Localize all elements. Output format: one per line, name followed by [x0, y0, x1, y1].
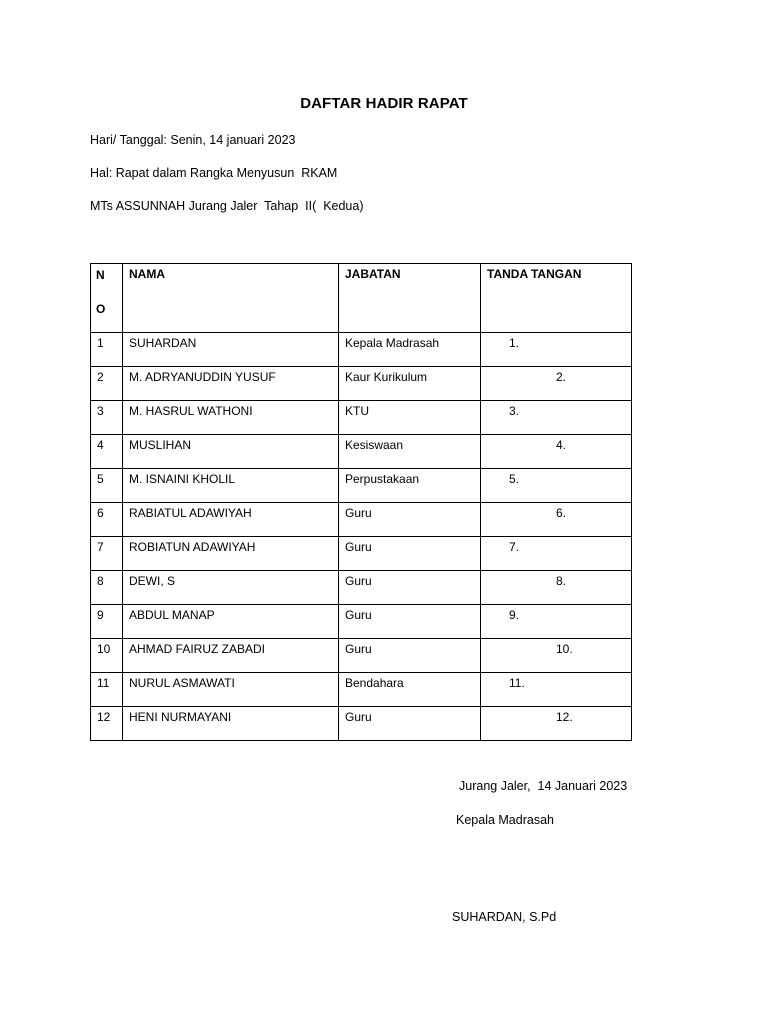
attendance-table [90, 263, 632, 741]
row-name-cell [123, 707, 339, 741]
row-signature: 4. [556, 438, 567, 452]
header-no [91, 264, 123, 333]
table-row [91, 401, 632, 435]
row-number: 2 [97, 370, 104, 384]
row-signature-cell [481, 605, 632, 639]
row-signature-cell [481, 367, 632, 401]
row-signature-cell [481, 707, 632, 741]
row-position: Kaur Kurikulum [345, 370, 428, 384]
row-signature-cell [481, 469, 632, 503]
row-signature: 8. [556, 574, 567, 588]
row-position-cell [339, 707, 481, 741]
row-name: ABDUL MANAP [129, 608, 215, 622]
row-number-cell [91, 673, 123, 707]
table-row [91, 571, 632, 605]
row-position-cell [339, 469, 481, 503]
meeting-date-line: Hari/ Tanggal: Senin, 14 januari 2023 [90, 133, 296, 147]
row-position: Guru [345, 506, 372, 520]
document-title: DAFTAR HADIR RAPAT [300, 95, 468, 112]
row-position: Kesiswaan [345, 438, 404, 452]
row-signature-cell [481, 537, 632, 571]
row-number: 7 [97, 540, 104, 554]
row-position-cell [339, 401, 481, 435]
row-position-cell [339, 367, 481, 401]
row-name-cell [123, 333, 339, 367]
row-name: M. ISNAINI KHOLIL [129, 472, 236, 486]
row-number-cell [91, 469, 123, 503]
row-name: ROBIATUN ADAWIYAH [129, 540, 256, 554]
row-name: M. HASRUL WATHONI [129, 404, 253, 418]
row-position-cell [339, 639, 481, 673]
row-name: MUSLIHAN [129, 438, 192, 452]
row-number-cell [91, 435, 123, 469]
row-number: 1 [97, 336, 104, 350]
row-position-cell [339, 333, 481, 367]
table-row [91, 605, 632, 639]
row-name: AHMAD FAIRUZ ZABADI [129, 642, 266, 656]
row-position-cell [339, 673, 481, 707]
row-name-cell [123, 571, 339, 605]
row-signature-cell [481, 571, 632, 605]
row-number-cell [91, 707, 123, 741]
header-tanda-tangan [481, 264, 632, 333]
row-position-cell [339, 605, 481, 639]
row-number: 4 [97, 438, 104, 452]
row-number-cell [91, 639, 123, 673]
row-position: Bendahara [345, 676, 404, 690]
row-number-cell [91, 333, 123, 367]
row-signature-cell [481, 333, 632, 367]
row-position: Guru [345, 642, 372, 656]
row-number: 8 [97, 574, 104, 588]
row-name-cell [123, 639, 339, 673]
row-signature: 11. [509, 676, 525, 690]
row-signature: 9. [509, 608, 520, 622]
row-name: DEWI, S [129, 574, 176, 588]
row-signature: 3. [509, 404, 520, 418]
table-row [91, 435, 632, 469]
row-signature: 5. [509, 472, 520, 486]
row-position: Guru [345, 710, 372, 724]
row-position: Perpustakaan [345, 472, 420, 486]
closing-place-date: Jurang Jaler, 14 Januari 2023 [459, 779, 628, 793]
row-name: SUHARDAN [129, 336, 197, 350]
row-name: HENI NURMAYANI [129, 710, 232, 724]
row-position: Kepala Madrasah [345, 336, 440, 350]
row-signature: 12. [556, 710, 573, 724]
row-number: 9 [97, 608, 104, 622]
table-row [91, 707, 632, 741]
row-number: 10 [97, 642, 111, 656]
header-nama [123, 264, 339, 333]
table-row [91, 537, 632, 571]
row-name-cell [123, 435, 339, 469]
table-header-row [91, 264, 632, 333]
row-position: Guru [345, 574, 372, 588]
row-position: KTU [345, 404, 369, 418]
row-name-cell [123, 673, 339, 707]
row-signature: 1. [509, 336, 520, 350]
table-row [91, 673, 632, 707]
header-jabatan [339, 264, 481, 333]
row-number: 3 [97, 404, 104, 418]
row-number-cell [91, 571, 123, 605]
row-signature: 10. [556, 642, 573, 656]
row-number: 11 [97, 676, 110, 690]
row-name: NURUL ASMAWATI [129, 676, 235, 690]
row-number: 5 [97, 472, 104, 486]
attendance-table-body [91, 333, 632, 741]
row-number-cell [91, 401, 123, 435]
row-position: Guru [345, 540, 372, 554]
table-row [91, 367, 632, 401]
table-row [91, 333, 632, 367]
row-name-cell [123, 469, 339, 503]
row-name-cell [123, 503, 339, 537]
row-number: 12 [97, 710, 111, 724]
row-position-cell [339, 571, 481, 605]
row-signature-cell [481, 435, 632, 469]
row-name-cell [123, 401, 339, 435]
row-signature-cell [481, 401, 632, 435]
row-name: RABIATUL ADAWIYAH [129, 506, 252, 520]
table-row [91, 639, 632, 673]
closing-signatory: SUHARDAN, S.Pd [452, 910, 557, 924]
row-position-cell [339, 503, 481, 537]
row-position-cell [339, 435, 481, 469]
row-signature: 6. [556, 506, 567, 520]
row-signature-cell [481, 503, 632, 537]
row-signature: 2. [556, 370, 567, 384]
row-name-cell [123, 537, 339, 571]
header-nama-label: NAMA [129, 267, 165, 281]
school-line: MTs ASSUNNAH Jurang Jaler Tahap II( Kedua) [90, 199, 364, 213]
row-signature-cell [481, 673, 632, 707]
table-row [91, 469, 632, 503]
row-position: Guru [345, 608, 372, 622]
row-name-cell [123, 605, 339, 639]
header-jabatan-label: JABATAN [345, 267, 401, 281]
row-number-cell [91, 605, 123, 639]
row-signature: 7. [509, 540, 520, 554]
closing-role: Kepala Madrasah [456, 813, 554, 827]
header-tanda-tangan-label: TANDA TANGAN [487, 267, 582, 281]
row-number-cell [91, 537, 123, 571]
table-row [91, 503, 632, 537]
row-name-cell [123, 367, 339, 401]
row-name: M. ADRYANUDDIN YUSUF [129, 370, 276, 384]
row-signature-cell [481, 639, 632, 673]
row-position-cell [339, 537, 481, 571]
meeting-subject-line: Hal: Rapat dalam Rangka Menyusun RKAM [90, 166, 338, 180]
header-no-label: NO [96, 268, 106, 316]
row-number-cell [91, 367, 123, 401]
row-number: 6 [97, 506, 104, 520]
row-number-cell [91, 503, 123, 537]
